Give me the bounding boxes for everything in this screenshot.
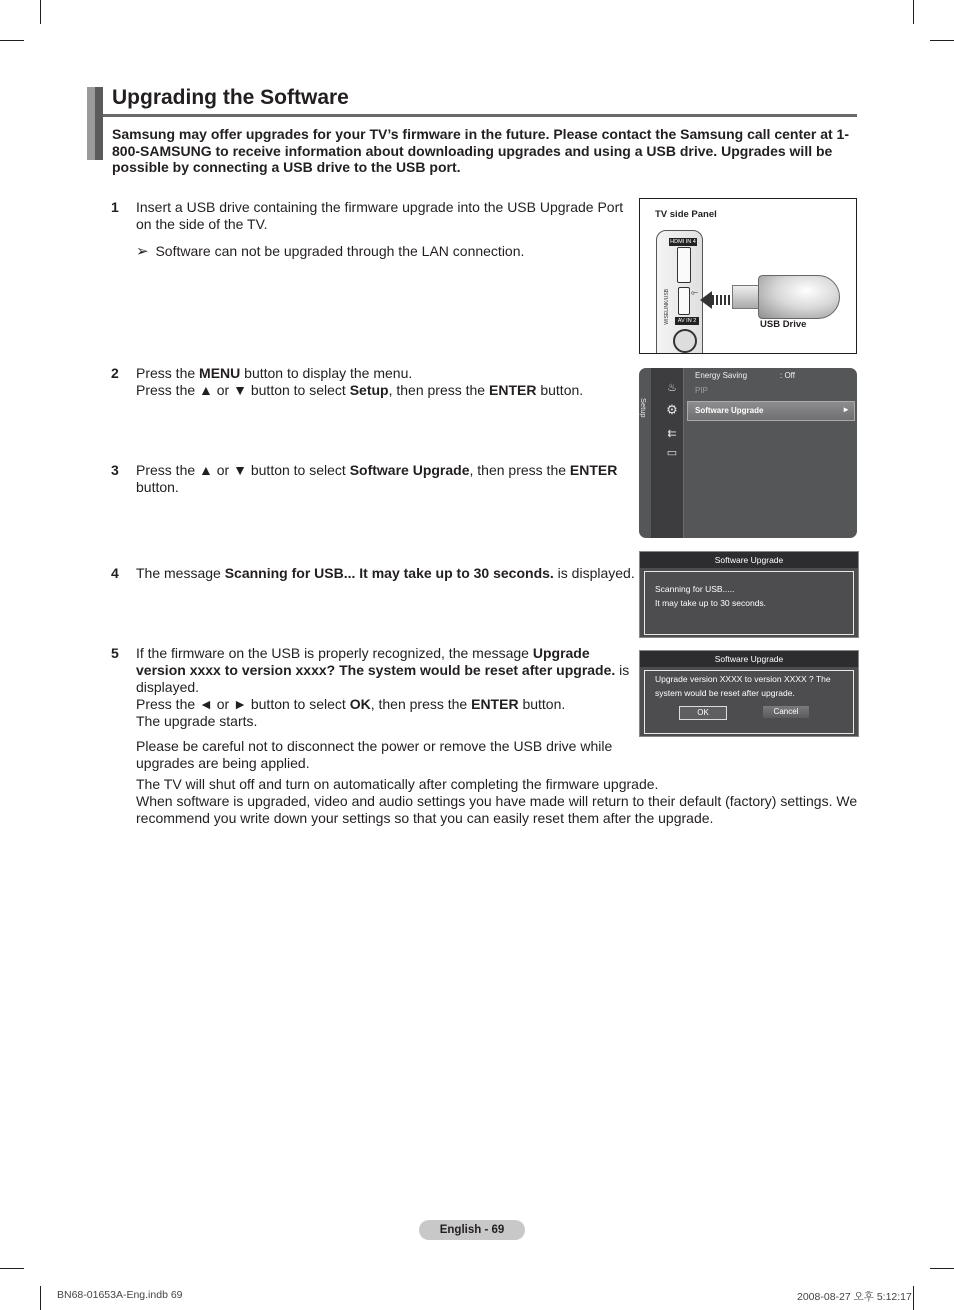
crop-mark	[40, 0, 41, 24]
usb-drive-label: USB Drive	[760, 319, 807, 330]
footer-file-name: BN68-01653A-Eng.indb 69	[57, 1289, 183, 1301]
scanning-dialog	[639, 551, 859, 638]
dialog-title: Software Upgrade	[640, 552, 858, 568]
step-2-text: Press the MENU button to display the menu. Press the ▲ or ▼ button to select Setup, then press the ENTER button.	[136, 365, 584, 398]
arrow-note-icon: ➢	[136, 243, 149, 260]
intro-paragraph: Samsung may offer upgrades for your TV’s firmware in the future. Please contact the Samsung call center at 1-800-SAMSUNG to receive information about downloading upgrades and using a USB drive. Upgrades will be possible by connecting a USB drive to the USB port.	[112, 126, 850, 175]
svideo-jack-icon	[673, 329, 697, 353]
menu-item-software-upgrade[interactable]: Software Upgrade ►	[687, 401, 855, 421]
crop-mark	[930, 1268, 954, 1269]
picture-menu-icon: ♨	[667, 382, 677, 394]
menu-item-energy-saving[interactable]: Energy Saving	[695, 371, 748, 380]
step-number: 5	[111, 645, 119, 661]
page-number-badge: English - 69	[419, 1220, 525, 1240]
dialog-body	[644, 670, 854, 734]
crop-mark	[930, 40, 954, 41]
menu-item-value: : Off	[780, 371, 795, 380]
step-1-note: ➢ Software can not be upgraded through the LAN connection.	[136, 243, 525, 260]
step-1-line: on the side of the TV.	[136, 216, 268, 232]
dialog-message: system would be reset after upgrade.	[655, 688, 795, 698]
insert-arrow-icon	[700, 291, 712, 309]
step-1-line: Insert a USB drive containing the firmware upgrade into the USB Upgrade Port	[136, 199, 624, 215]
ok-button[interactable]: OK	[679, 706, 727, 720]
usb-symbol-icon: ⟜	[691, 287, 699, 297]
usb-drive-icon	[758, 275, 840, 319]
crop-mark	[913, 0, 914, 24]
setup-menu-screen	[639, 368, 857, 538]
dialog-message: Upgrade version XXXX to version XXXX ? The	[655, 674, 831, 684]
step-1-text	[136, 199, 626, 260]
usb-port-icon	[678, 287, 690, 315]
step-number: 1	[111, 199, 119, 215]
application-menu-icon: ▭	[666, 447, 678, 459]
upgrade-confirm-dialog	[639, 650, 859, 737]
dialog-title: Software Upgrade	[640, 651, 858, 667]
tv-side-panel-illustration	[639, 198, 857, 354]
crop-mark	[0, 1268, 24, 1269]
page-title: Upgrading the Software	[112, 86, 349, 109]
step-number: 4	[111, 565, 119, 581]
crop-mark	[0, 40, 24, 41]
step-number: 2	[111, 365, 119, 381]
hdmi-label: HDMI IN 4	[670, 239, 696, 245]
menu-category-label: Setup	[639, 398, 648, 418]
dialog-body	[644, 571, 854, 635]
hdmi-port-icon	[677, 247, 691, 283]
crop-mark	[913, 1286, 914, 1310]
step-4-text: The message Scanning for USB... It may take up to 30 seconds. is displayed.	[136, 565, 635, 581]
input-menu-icon: ⇇	[667, 428, 677, 440]
setup-gear-icon: ⚙	[666, 402, 678, 417]
title-accent-bar	[95, 87, 103, 160]
av-in-label: AV IN 2	[675, 317, 699, 325]
step-5-closing: The TV will shut off and turn on automatically after completing the firmware upgrade. When software is upgraded, video and audio settings you have made will return to their default (factory) settings. We recommend you write down your settings so that you can easily reset them after the upgrade.	[136, 776, 858, 826]
crop-mark	[40, 1286, 41, 1310]
dialog-message: It may take up to 30 seconds.	[655, 598, 767, 608]
dialog-message: Scanning for USB.....	[655, 584, 735, 594]
step-5-text: If the firmware on the USB is properly recognized, the message Upgrade version xxxx to version xxxx? The system would be reset after upgrade. is displayed. Press the ◄ or ► button to select OK, then press the ENTER button. The upgrade starts. Please be careful not to disconnect the power or remove the USB drive while upgrades are being applied.	[136, 645, 630, 771]
step-3-text: Press the ▲ or ▼ button to select Software Upgrade, then press the ENTER button.	[136, 462, 618, 495]
step-number: 3	[111, 462, 119, 478]
menu-item-pip[interactable]: PIP	[695, 386, 708, 395]
footer-timestamp: 2008-08-27 오후 5:12:17	[797, 1291, 912, 1303]
usb-port-label: WISELINK/USB	[664, 289, 670, 325]
panel-label: TV side Panel	[655, 209, 717, 220]
menu-arrow-right-icon: ►	[842, 405, 850, 414]
insert-arrow-tail	[712, 295, 734, 305]
title-underline	[103, 114, 857, 117]
cancel-button[interactable]: Cancel	[763, 706, 809, 718]
title-accent-bar	[87, 87, 95, 160]
